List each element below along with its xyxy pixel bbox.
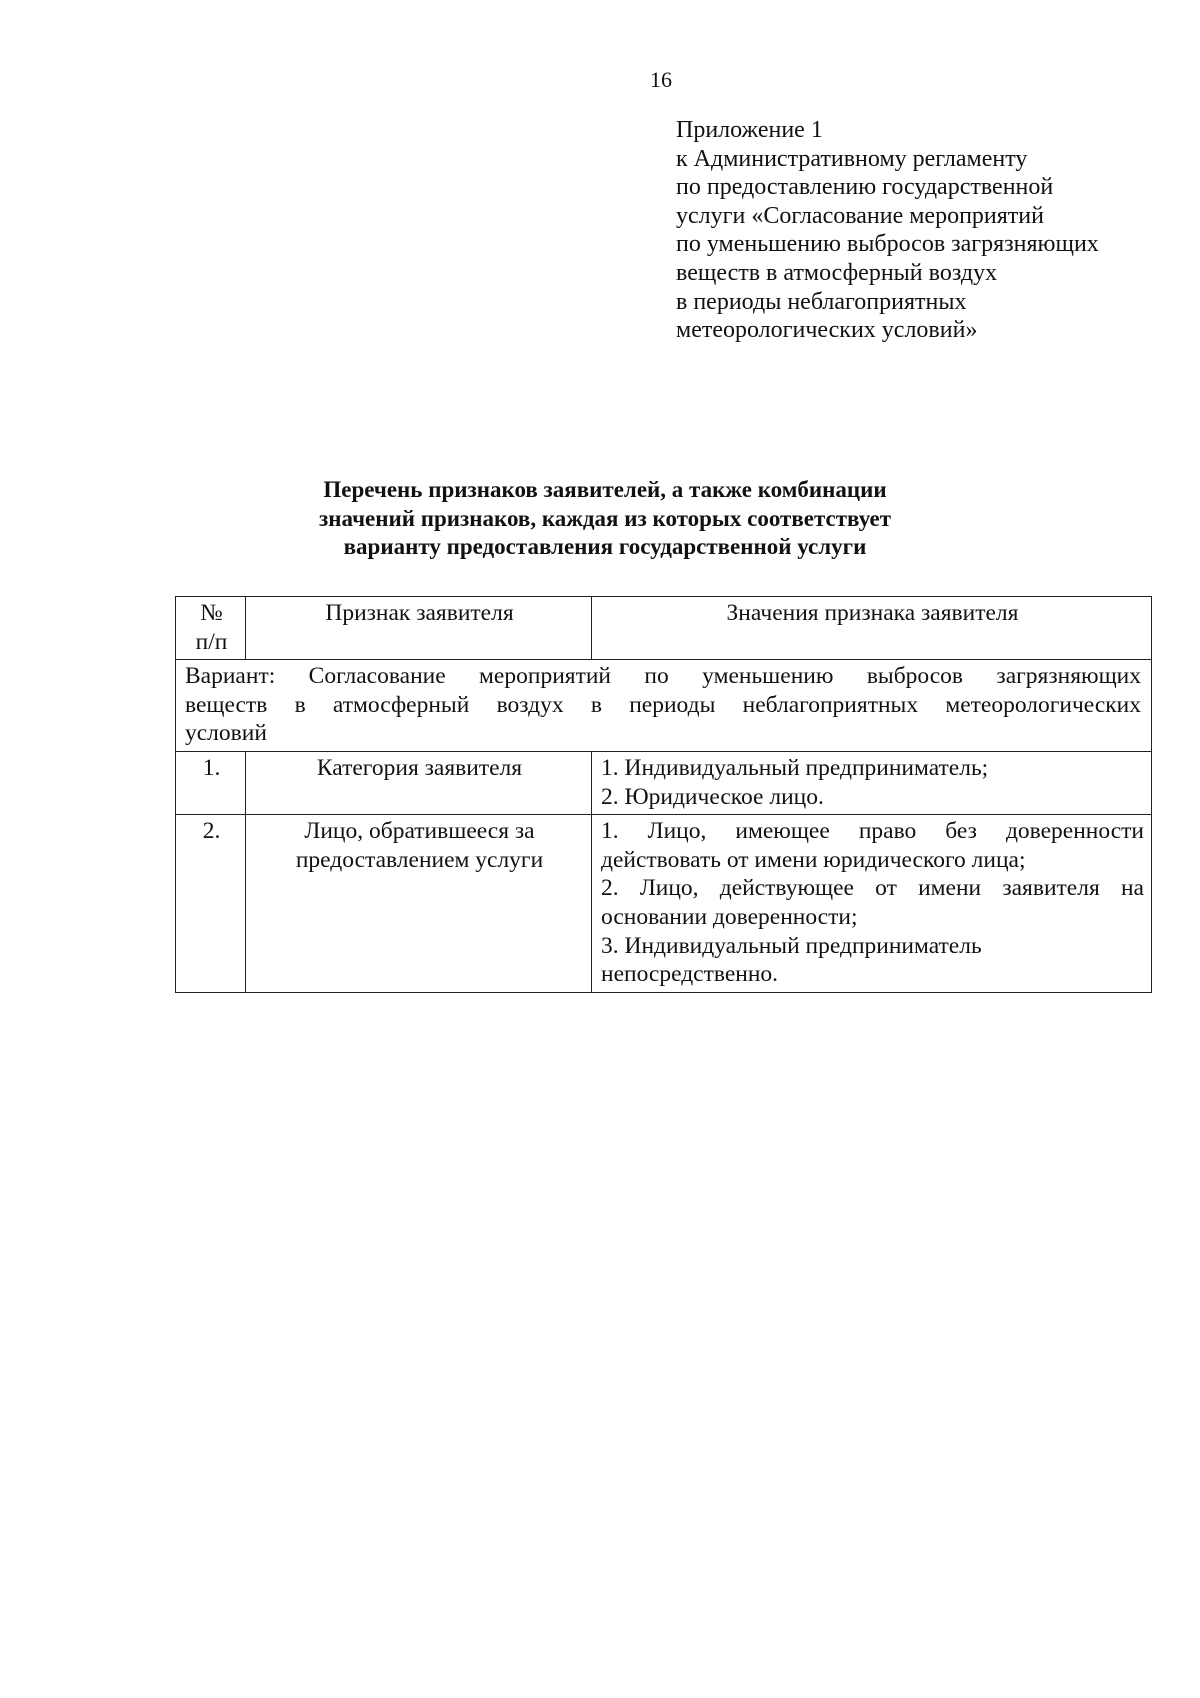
appendix-line: веществ в атмосферный воздух bbox=[676, 259, 998, 286]
title-line: значений признаков, каждая из которых соответствует bbox=[319, 505, 891, 531]
document-title bbox=[150, 476, 1060, 562]
page-number: 16 bbox=[650, 67, 672, 92]
appendix-line: по уменьшению выбросов загрязняющих bbox=[676, 231, 1099, 258]
variant-line: веществ в атмосферный воздух в периоды неблагоприятных метеорологических bbox=[185, 691, 1141, 718]
row-values bbox=[592, 751, 1152, 814]
header-cell-number bbox=[176, 597, 246, 660]
variant-row bbox=[176, 660, 1152, 752]
attribute-line: предоставлением услуги bbox=[295, 846, 544, 873]
appendix-line: по предоставлению государственной bbox=[676, 174, 1054, 201]
value-item-continuation: непосредственно. bbox=[601, 961, 779, 988]
variant-line: Вариант: Согласование мероприятий по уменьшению выбросов загрязняющих bbox=[185, 663, 1141, 690]
value-item: 1. Лицо, имеющее право без доверенности bbox=[601, 818, 1144, 845]
row-number: 2. bbox=[176, 815, 246, 993]
value-item: 2. Юридическое лицо. bbox=[601, 783, 824, 810]
header-number-sublabel: п/п bbox=[195, 628, 228, 655]
appendix-header bbox=[676, 116, 1176, 345]
value-item: 1. Индивидуальный предприниматель; bbox=[601, 754, 989, 781]
value-item-continuation: основании доверенности; bbox=[601, 903, 858, 930]
table-row bbox=[176, 751, 1152, 814]
title-line: Перечень признаков заявителей, а также комбинации bbox=[323, 477, 887, 502]
value-item: 3. Индивидуальный предприниматель bbox=[601, 932, 982, 959]
appendix-line: метеорологических условий» bbox=[676, 317, 978, 344]
variant-cell bbox=[176, 660, 1152, 752]
appendix-line: услуги «Согласование мероприятий bbox=[676, 202, 1044, 229]
row-attribute bbox=[246, 815, 592, 993]
table-row bbox=[176, 815, 1152, 993]
row-values bbox=[592, 815, 1152, 993]
value-item: 2. Лицо, действующее от имени заявителя на bbox=[601, 875, 1144, 902]
table-header-row bbox=[176, 597, 1152, 660]
attribute-line: Лицо, обратившееся за bbox=[304, 818, 535, 845]
header-number-label: № bbox=[200, 600, 223, 626]
row-number: 1. bbox=[176, 751, 246, 814]
variant-line: условий bbox=[185, 720, 267, 747]
appendix-line: к Административному регламенту bbox=[676, 145, 1028, 172]
appendix-line: в периоды неблагоприятных bbox=[676, 288, 967, 315]
applicant-attributes-table bbox=[175, 596, 1152, 993]
row-attribute: Категория заявителя bbox=[246, 751, 592, 814]
value-item-continuation: действовать от имени юридического лица; bbox=[601, 846, 1026, 873]
header-cell-attribute: Признак заявителя bbox=[246, 597, 592, 660]
appendix-line: Приложение 1 bbox=[676, 117, 823, 143]
header-cell-values: Значения признака заявителя bbox=[592, 597, 1152, 660]
title-line: варианту предоставления государственной услуги bbox=[343, 534, 867, 560]
